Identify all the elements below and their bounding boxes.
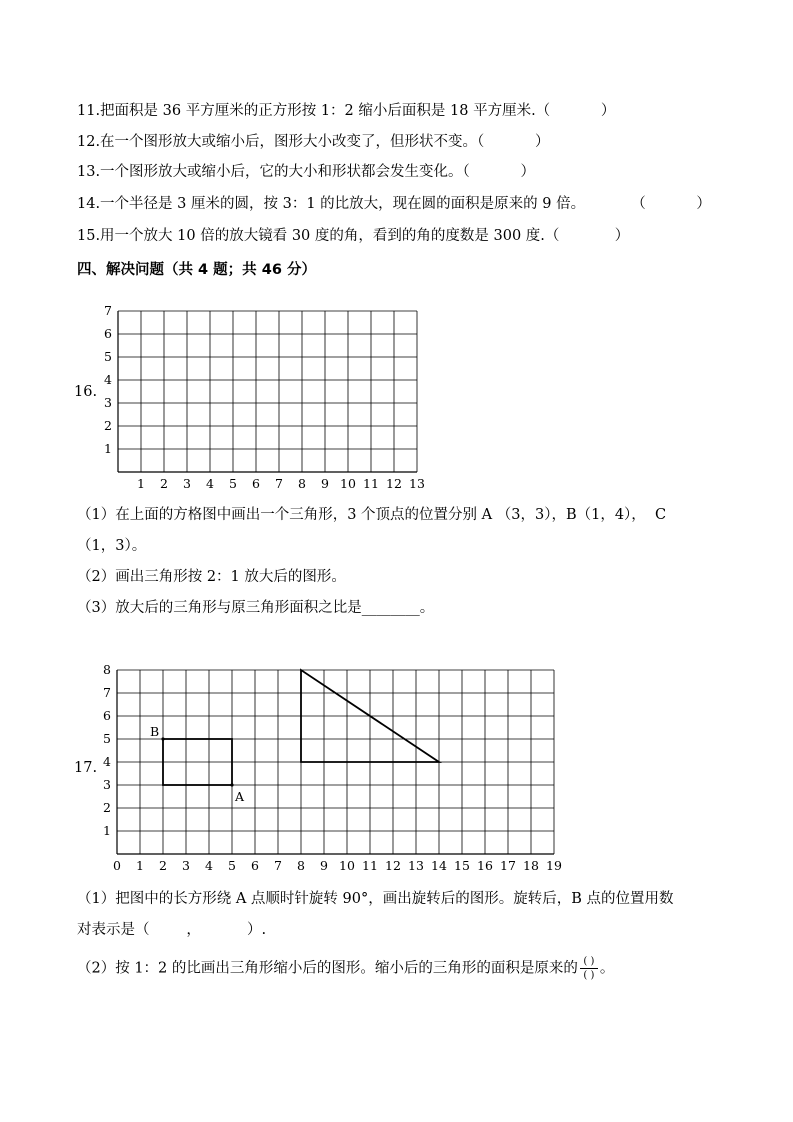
q17-sub1-line2: 对表示是（ ， ）. — [77, 922, 267, 938]
q16-sub1-line2: （1，3）。 — [77, 538, 147, 554]
grid-17-x-tick: 17 — [500, 858, 516, 873]
grid-16-x-tick: 7 — [275, 476, 283, 491]
q17-sub2-text: （2）按 1：2 的比画出三角形缩小后的图形。缩小后的三角形的面积是原来的 — [77, 960, 578, 977]
grid-16 — [90, 298, 430, 498]
grid-17-x-tick: 4 — [205, 858, 213, 873]
grid-16-y-tick: 2 — [104, 418, 112, 433]
grid-17-x-tick: 14 — [431, 858, 447, 873]
grid-16-x-tick: 6 — [252, 476, 260, 491]
grid-16-y-tick: 4 — [104, 372, 112, 387]
grid-17 — [100, 660, 570, 876]
section-title: 四、解决问题（共 4 题；共 46 分） — [77, 262, 316, 278]
judgement-item-11: 11.把面积是 36 平方厘米的正方形按 1：2 缩小后面积是 18 平方厘米.（ ） — [77, 103, 616, 119]
grid-17-x-tick: 8 — [297, 858, 305, 873]
grid-16-x-tick: 10 — [340, 476, 356, 491]
grid-17-x-tick: 18 — [523, 858, 539, 873]
q16-sub1-line1: （1）在上面的方格图中画出一个三角形，3 个顶点的位置分别 A （3，3），B（1，4）， C — [77, 507, 667, 523]
grid-17-y-tick: 3 — [103, 777, 111, 792]
grid-17-y-tick: 4 — [103, 754, 111, 769]
grid-16-x-tick: 11 — [363, 476, 379, 491]
grid-17-x-tick: 5 — [228, 858, 236, 873]
point-b-dot — [161, 737, 164, 740]
judgement-item-14: 14.一个半径是 3 厘米的圆，按 3：1 的比放大，现在圆的面积是原来的 9 倍。 （ ） — [77, 196, 711, 212]
grid-16-y-tick: 1 — [104, 441, 112, 456]
grid-17-y-tick: 7 — [103, 685, 111, 700]
grid-16-y-tick: 3 — [104, 395, 112, 410]
grid-17-x-tick: 12 — [385, 858, 401, 873]
judgement-item-12: 12.在一个图形放大或缩小后，图形大小改变了，但形状不变。（ ） — [77, 134, 550, 150]
question-17-number: 17. — [74, 760, 98, 776]
grid-17-x-tick: 13 — [408, 858, 424, 873]
grid-16-x-tick: 4 — [206, 476, 214, 491]
grid-17-x-tick: 3 — [182, 858, 190, 873]
grid-17-x-tick: 10 — [339, 858, 355, 873]
grid-17-x-tick: 1 — [136, 858, 144, 873]
grid-17-x-tick: 7 — [274, 858, 282, 873]
q16-sub3: （3）放大后的三角形与原三角形面积之比是________。 — [77, 600, 435, 616]
grid-17-x-tick: 2 — [159, 858, 167, 873]
grid-16-x-tick: 12 — [386, 476, 402, 491]
fraction-bar — [580, 968, 598, 969]
grid-17-x-tick: 19 — [546, 858, 562, 873]
q17-sub1-line1: （1）把图中的长方形绕 A 点顺时针旋转 90°，画出旋转后的图形。旋转后，B 点的位置用数 — [77, 891, 674, 907]
point-a-dot — [230, 783, 233, 786]
grid-17-y-tick: 8 — [103, 662, 111, 677]
grid-17-x-tick: 6 — [251, 858, 259, 873]
grid-17-y-tick: 5 — [103, 731, 111, 746]
grid-16-y-tick: 7 — [104, 303, 112, 318]
grid-17-x-tick: 0 — [113, 858, 121, 873]
grid-16-x-tick: 1 — [137, 476, 145, 491]
grid-16-y-tick: 5 — [104, 349, 112, 364]
judgement-item-13: 13.一个图形放大或缩小后，它的大小和形状都会发生变化。（ ） — [77, 164, 536, 180]
grid-17-x-tick: 9 — [320, 858, 328, 873]
grid-16-x-tick: 9 — [321, 476, 329, 491]
grid-17-y-tick: 2 — [103, 800, 111, 815]
grid-17-x-tick: 11 — [362, 858, 378, 873]
grid-17-y-tick: 6 — [103, 708, 111, 723]
question-16-number: 16. — [74, 384, 98, 400]
q16-sub2: （2）画出三角形按 2：1 放大后的图形。 — [77, 569, 346, 585]
grid-16-x-tick: 13 — [409, 476, 425, 491]
grid-16-y-tick: 6 — [104, 326, 112, 341]
q17-sub2-end: 。 — [599, 960, 615, 977]
grid-17-x-tick: 15 — [454, 858, 470, 873]
fraction-blank — [580, 956, 598, 981]
point-b-label: B — [150, 724, 160, 739]
fraction-numerator: ( ) — [583, 956, 595, 967]
grid-17-y-tick: 1 — [103, 823, 111, 838]
grid-16-x-tick: 5 — [229, 476, 237, 491]
fraction-denominator: ( ) — [583, 970, 595, 981]
grid-17-x-tick: 16 — [477, 858, 493, 873]
grid-16-lines — [118, 311, 417, 472]
grid-16-x-tick: 8 — [298, 476, 306, 491]
q17-sub2 — [77, 956, 614, 981]
grid-16-x-tick: 3 — [183, 476, 191, 491]
point-a-label: A — [235, 789, 245, 804]
judgement-item-15: 15.用一个放大 10 倍的放大镜看 30 度的角，看到的角的度数是 300 度.（ ） — [77, 228, 630, 244]
grid-16-x-tick: 2 — [160, 476, 168, 491]
